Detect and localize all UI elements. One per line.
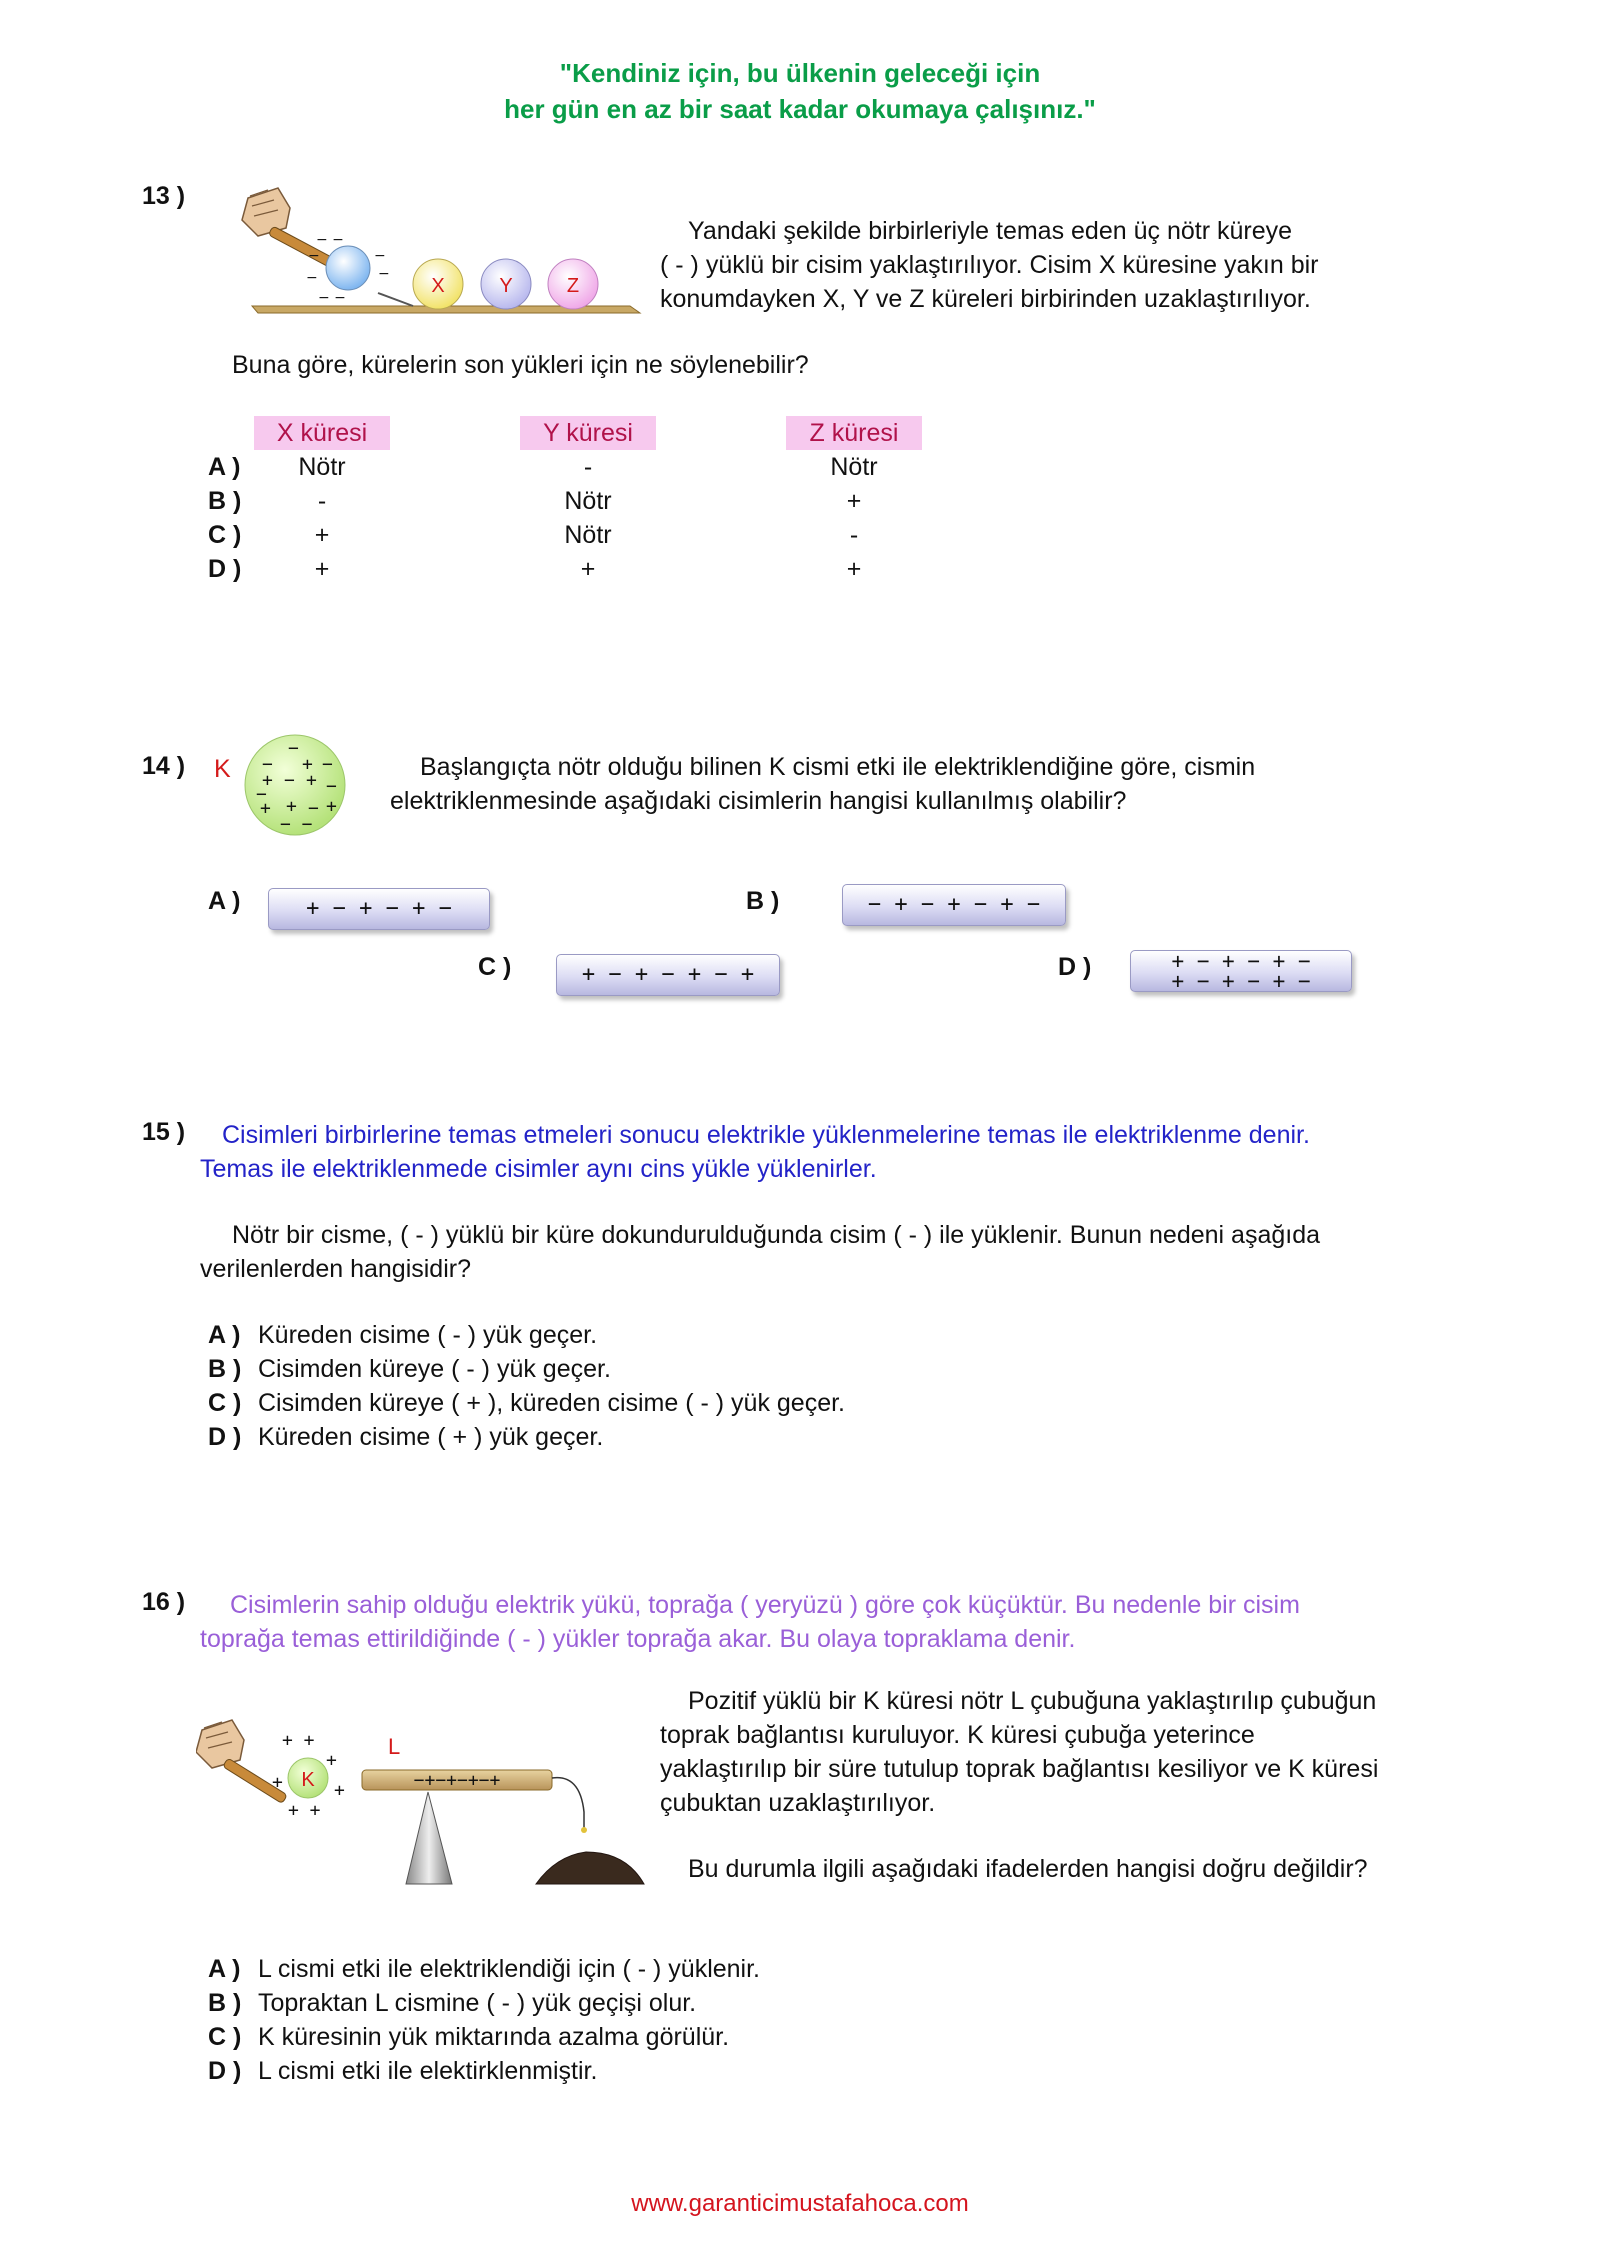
q15-option-d-label[interactable]: D ) — [208, 1423, 242, 1451]
q13-option-d-label[interactable]: D ) — [208, 555, 242, 583]
q15-option-a-text[interactable]: Küreden cisime ( - ) yük geçer. — [258, 1321, 598, 1349]
svg-text:−: − — [308, 248, 320, 264]
svg-text:+ +: + + — [282, 1730, 315, 1751]
q13-b-y: Nötr — [564, 487, 612, 515]
q13-header-z: Z küresi — [786, 416, 922, 450]
header-quote-line1: "Kendiniz için, bu ülkenin geleceği için — [559, 58, 1041, 88]
svg-text:+ +: + + — [288, 1800, 321, 1821]
q13-c-x: + — [314, 521, 330, 549]
footer-url[interactable]: www.garanticimustafahoca.com — [631, 2190, 969, 2217]
q13-b-z: + — [846, 487, 862, 515]
svg-text:−: − — [288, 738, 299, 759]
q16-option-d-label[interactable]: D ) — [208, 2057, 242, 2085]
sphere-z-label: Z — [566, 275, 580, 297]
q15-question-line2: verilenlerden hangisidir? — [200, 1255, 471, 1283]
q13-text-line3: konumdayken X, Y ve Z küreleri birbirinden uzaklaştırılıyor. — [660, 285, 1311, 313]
q16-option-b-text[interactable]: Topraktan L cismine ( - ) yük geçişi olur. — [258, 1989, 697, 2017]
svg-text:+: + — [306, 770, 317, 791]
q14-option-c-rod[interactable]: + − + − + − + — [556, 954, 780, 996]
q16-text-line1: Pozitif yüklü bir K küresi nötr L çubuğuna yaklaştırılıp çubuğun — [688, 1687, 1377, 1715]
stand-icon — [406, 1792, 452, 1884]
q14-option-b-label[interactable]: B ) — [746, 887, 780, 915]
q13-a-z: Nötr — [830, 453, 878, 481]
q13-number: 13 ) — [142, 182, 186, 210]
q13-header-y: Y küresi — [520, 416, 656, 450]
svg-text:+: + — [334, 1780, 345, 1801]
ground-wire-icon — [552, 1778, 584, 1828]
q16-text-line2: toprak bağlantısı kuruluyor. K küresi çubuğa yeterince — [660, 1721, 1255, 1749]
q15-option-b-text[interactable]: Cisimden küreye ( - ) yük geçer. — [258, 1355, 611, 1383]
q13-option-b-label[interactable]: B ) — [208, 487, 242, 515]
q16-option-a-text[interactable]: L cismi etki ile elektriklendiği için ( - ) yüklenir. — [258, 1955, 761, 1983]
q14-number: 14 ) — [142, 752, 186, 780]
q15-number: 15 ) — [142, 1118, 186, 1146]
charged-ball-icon — [326, 246, 370, 290]
q14-option-b-rod[interactable]: − + − + − + − — [842, 884, 1066, 926]
q13-question: Buna göre, kürelerin son yükleri için ne söylenebilir? — [232, 351, 809, 379]
q14-sphere-figure — [240, 730, 350, 840]
svg-text:+: + — [302, 754, 313, 775]
q16-option-d-text[interactable]: L cismi etki ile elektirklenmiştir. — [258, 2057, 598, 2085]
q16-text-line3: yaklaştırılıp bir süre tutulup toprak bağlantısı kesiliyor ve K küresi — [660, 1755, 1379, 1783]
sphere-y-label: Y — [499, 275, 513, 297]
q16-option-b-label[interactable]: B ) — [208, 1989, 242, 2017]
q15-option-b-label[interactable]: B ) — [208, 1355, 242, 1383]
q13-a-y: - — [583, 453, 593, 481]
q15-question-line1: Nötr bir cisme, ( - ) yüklü bir küre dokundurulduğunda cisim ( - ) ile yüklenir. Bunun nedeni aşağıda — [232, 1221, 1321, 1249]
q15-option-c-text[interactable]: Cisimden küreye ( + ), küreden cisime ( - ) yük geçer. — [258, 1389, 845, 1417]
q15-option-a-label[interactable]: A ) — [208, 1321, 241, 1349]
svg-text:− −: − − — [280, 814, 313, 835]
svg-text:−: − — [322, 754, 333, 775]
q15-info-line1: Cisimleri birbirlerine temas etmeleri sonucu elektrikle yüklenmelerine temas ile elektriklenme denir. — [222, 1121, 1310, 1149]
q13-c-y: Nötr — [564, 521, 612, 549]
q14-text-line2: elektriklenmesinde aşağıdaki cisimlerin hangisi kullanılmış olabilir? — [390, 787, 1127, 815]
svg-text:− −: − − — [318, 290, 346, 306]
header-quote-line2: her gün en az bir saat kadar okumaya çalışınız." — [504, 94, 1096, 124]
q16-info-line2: toprağa temas ettirildiğinde ( - ) yükler toprağa akar. Bu olaya topraklama denir. — [200, 1625, 1076, 1653]
q14-option-a-rod[interactable]: + − + − + − — [268, 888, 490, 930]
svg-text:+: + — [326, 1750, 337, 1771]
svg-text:−: − — [306, 270, 318, 286]
svg-text:−: − — [284, 770, 295, 791]
soil-icon — [536, 1852, 644, 1884]
q14-option-c-label[interactable]: C ) — [478, 953, 512, 981]
svg-text:+: + — [286, 796, 297, 817]
q16-option-c-label[interactable]: C ) — [208, 2023, 242, 2051]
q16-question: Bu durumla ilgili aşağıdaki ifadelerden hangisi doğru değildir? — [688, 1855, 1368, 1883]
k-sphere-label: K — [301, 1769, 315, 1791]
q14-option-d-label[interactable]: D ) — [1058, 953, 1092, 981]
sphere-x-label: X — [431, 275, 445, 297]
q14-text-line1: Başlangıçta nötr olduğu bilinen K cismi etki ile elektriklendiğine göre, cismin — [420, 753, 1256, 781]
q13-figure — [228, 178, 648, 328]
q13-b-x: - — [317, 487, 327, 515]
q14-option-d-rod[interactable] — [1130, 950, 1352, 992]
svg-text:−: − — [262, 754, 273, 775]
q16-info-line1: Cisimlerin sahip olduğu elektrik yükü, toprağa ( yeryüzü ) göre çok küçüktür. Bu nedenle bir cisim — [230, 1591, 1300, 1619]
q14-object-label: K — [214, 755, 231, 783]
q14-option-d-charges-bottom: + − + − + − — [1171, 969, 1311, 993]
q15-info-line2: Temas ile elektriklenmede cisimler aynı cins yükle yüklenirler. — [200, 1155, 877, 1183]
svg-text:+: + — [272, 1772, 283, 1793]
q16-text-line4: çubuktan uzaklaştırılıyor. — [660, 1789, 936, 1817]
svg-text:−: − — [308, 798, 319, 819]
svg-text:−: − — [326, 776, 337, 797]
svg-text:−: − — [256, 784, 267, 805]
q16-option-c-text[interactable]: K küresinin yük miktarında azalma görülür. — [258, 2023, 730, 2051]
q13-option-c-label[interactable]: C ) — [208, 521, 242, 549]
q13-d-y: + — [580, 555, 596, 583]
q15-option-c-label[interactable]: C ) — [208, 1389, 242, 1417]
q15-option-d-text[interactable]: Küreden cisime ( + ) yük geçer. — [258, 1423, 604, 1451]
svg-text:−: − — [378, 266, 390, 282]
q13-a-x: Nötr — [298, 453, 346, 481]
q13-header-x: X küresi — [254, 416, 390, 450]
q16-option-a-label[interactable]: A ) — [208, 1955, 241, 1983]
q13-d-z: + — [846, 555, 862, 583]
svg-text:+: + — [262, 770, 273, 791]
svg-text:−: − — [374, 248, 386, 264]
q16-number: 16 ) — [142, 1588, 186, 1616]
svg-text:− −: − − — [316, 232, 344, 248]
q16-figure — [196, 1716, 656, 1896]
q13-c-z: - — [849, 521, 859, 549]
q13-d-x: + — [314, 555, 330, 583]
svg-text:+: + — [260, 798, 271, 819]
svg-text:+: + — [326, 796, 337, 817]
rod-l-label: L — [388, 1734, 401, 1759]
q13-text-line1: Yandaki şekilde birbirleriyle temas eden üç nötr küreye — [688, 217, 1293, 245]
q13-text-line2: ( - ) yüklü bir cisim yaklaştırılıyor. Cisim X küresine yakın bir — [660, 251, 1319, 279]
q14-option-a-label[interactable]: A ) — [208, 887, 241, 915]
q14-option-d-charges-top: + − + − + − — [1171, 949, 1311, 973]
q13-option-a-label[interactable]: A ) — [208, 453, 241, 481]
rod-l-charges: −+−+−+−+ — [413, 1770, 501, 1791]
